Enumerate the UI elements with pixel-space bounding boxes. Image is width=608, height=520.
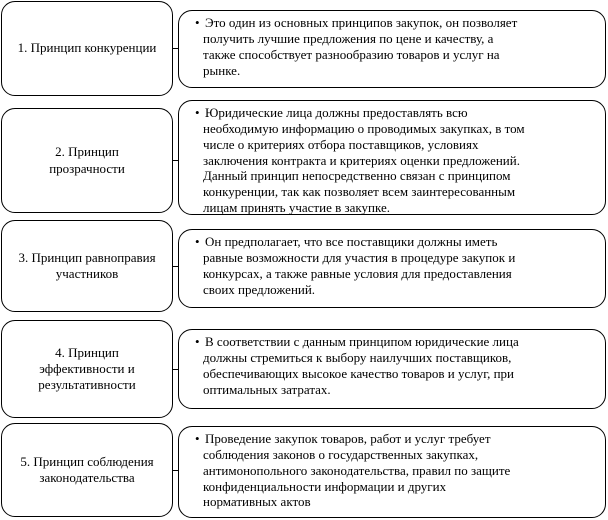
principle-5-title: 5. Принцип соблюдения законодательства — [1, 423, 173, 517]
principle-2-description — [178, 100, 606, 215]
principle-4-title: 4. Принцип эффективности и результативности — [1, 320, 173, 418]
principle-4-text: В соответствии с данным принципом юридические лица должны стремиться к выбору наилучших поставщиков, обеспечивающих высокое качество товаров и услуг, при оптимальных затратах. — [203, 334, 519, 397]
bullet-icon: • — [195, 234, 200, 249]
bullet-icon: • — [195, 334, 200, 349]
bullet-icon: • — [195, 15, 200, 30]
principle-1-description — [178, 10, 606, 88]
principle-2-text: Юридические лица должны предоставлять всю необходимую информацию о проводимых закупках, в том числе о критериях отбора поставщиков, условиях заключения контракта и критериях оценки предложений. Данный принцип непосредственно связан с принципом конкуренции, так как позволяет всем заинтересованным лицам принять участие в закупке. — [203, 105, 525, 216]
principle-5-text: Проведение закупок товаров, работ и услуг требует соблюдения законов о государственных закупках, антимонопольного законодательства, правил по защите конфиденциальности информации и других нормативных актов — [203, 431, 511, 510]
principle-1-text: Это один из основных принципов закупок, он позволяет получить лучшие предложения по цене и качеству, а также способствует разнообразию товаров и услуг на рынке. — [203, 15, 518, 78]
principle-3-title: 3. Принцип равноправия участников — [1, 220, 173, 312]
principle-3-description — [178, 229, 606, 308]
principle-4-description — [178, 329, 606, 409]
principle-2-title: 2. Принцип прозрачности — [1, 108, 173, 213]
bullet-icon: • — [195, 431, 200, 446]
principle-1-title: 1. Принцип конкуренции — [1, 1, 173, 96]
bullet-icon: • — [195, 105, 200, 120]
principle-5-description — [178, 426, 606, 518]
principle-3-text: Он предполагает, что все поставщики должны иметь равные возможности для участия в процедуре закупок и конкурсах, а также равные условия для предоставления своих предложений. — [203, 234, 516, 297]
